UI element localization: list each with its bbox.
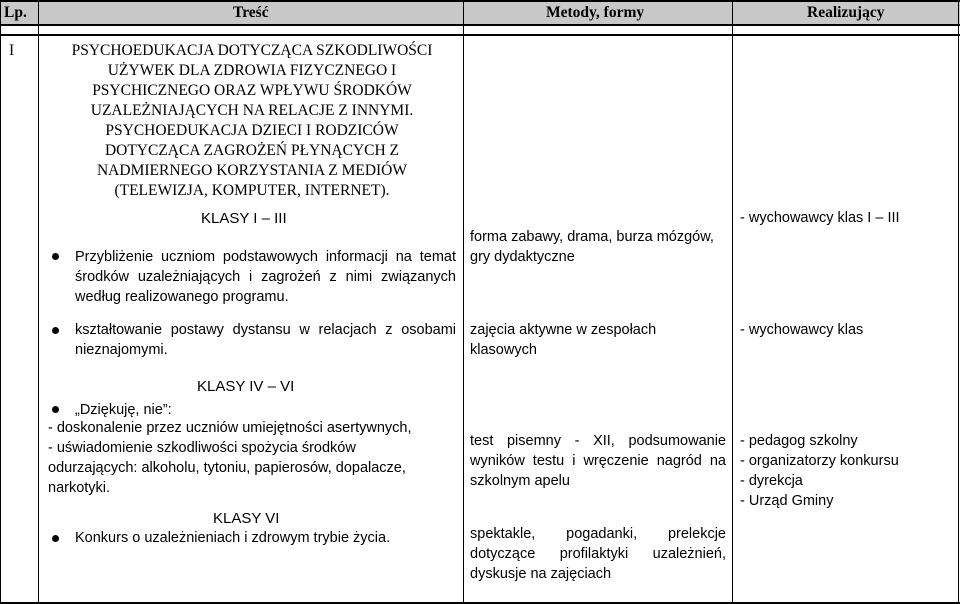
who-line: - organizatorzy konkursu [740, 453, 899, 469]
col-border-lp [38, 0, 39, 604]
col-border-tresc [463, 0, 464, 604]
bullet-icon [52, 327, 59, 334]
who-line: - Urząd Gminy [740, 493, 834, 509]
klasy-1-3-item1 [75, 247, 456, 307]
header-bottom-border [0, 24, 960, 26]
method-line: klasowych [470, 342, 537, 358]
item-line: kształtowanie postawy dystansu w relacjach z osobami [75, 322, 456, 338]
klasy-4-6-who [740, 431, 954, 511]
method-line: test pisemny - XII, podsumowanie [470, 433, 726, 449]
section-top-border [0, 34, 960, 36]
header-lp: Lp. [4, 4, 27, 21]
klasy-6-heading: KLASY VI [213, 510, 280, 527]
klasy-4-6-lines [48, 418, 458, 498]
klasy-1-3-item2 [75, 320, 456, 360]
method-line: wyników testu i wręczenie nagród na [470, 453, 726, 469]
item-line: odurzających: alkoholu, tytoniu, papierosów, dopalacze, [48, 460, 406, 476]
klasy-4-6-item1: „Dziękuję, nie”: [75, 402, 172, 418]
item-line: - uświadomienie szkodliwości spożycia środków [48, 440, 356, 456]
item-line: środków uzależniających i zagrożeń z nimi związanych [75, 269, 456, 285]
item-line: nieznajomymi. [75, 342, 168, 358]
item-line: - doskonalenie przez uczniów umiejętności asertywnych, [48, 420, 412, 436]
header-realizujacy: Realizujący [807, 4, 885, 21]
section-title-line: PSYCHICZNEGO ORAZ WPŁYWU ŚRODKÓW [92, 82, 412, 99]
section-title-line: DOTYCZĄCA ZAGROŻEŃ PŁYNĄCYCH Z [104, 142, 400, 159]
section-title-line: NADMIERNEGO KORZYSTANIA Z MEDIÓW [96, 162, 408, 179]
section-title-line: (TELEWIZJA, KOMPUTER, INTERNET). [114, 182, 390, 199]
klasy-4-6-heading: KLASY IV – VI [197, 378, 295, 395]
klasy-1-3-method2 [470, 320, 726, 360]
method-line: dyskusje na zajęciach [470, 566, 612, 582]
item-line: Przybliżenie uczniom podstawowych informacji na temat [75, 249, 456, 265]
method-line: forma zabawy, drama, burza mózgów, [470, 229, 714, 245]
method-line: spektakle, pogadanki, prelekcje [470, 526, 726, 542]
section-title-line: UŻYWEK DLA ZDROWIA FIZYCZNEGO I [107, 62, 397, 79]
who-line: - dyrekcja [740, 473, 803, 489]
section-title [44, 41, 460, 201]
col-border-metody [732, 0, 733, 604]
bullet-icon [52, 253, 59, 260]
bullet-icon [52, 406, 59, 413]
klasy-6-item: Konkurs o uzależnieniach i zdrowym trybie życia. [75, 530, 391, 546]
who-line: - pedagog szkolny [740, 433, 858, 449]
method-line: zajęcia aktywne w zespołach [470, 322, 657, 338]
klasy-1-3-who2: - wychowawcy klas [740, 322, 864, 338]
section-title-line: PSYCHOEDUKACJA DOTYCZĄCA SZKODLIWOŚCI [71, 42, 433, 59]
col-border-right [958, 0, 959, 604]
header-tresc: Treść [233, 4, 269, 21]
klasy-1-3-heading: KLASY I – III [201, 210, 287, 227]
table-top-border [0, 0, 960, 2]
section-title-line: PSYCHOEDUKACJA DZIECI I RODZICÓW [105, 122, 399, 139]
klasy-4-6-method2 [470, 524, 726, 584]
method-line: dotyczące profilaktyki uzależnień, [470, 546, 726, 562]
section-number: I [9, 42, 15, 59]
method-line: gry dydaktyczne [470, 249, 575, 265]
item-line: według realizowanego programu. [75, 289, 289, 305]
item-line: narkotyki. [48, 480, 111, 496]
col-border-left [0, 0, 1, 604]
klasy-1-3-who1: - wychowawcy klas I – III [740, 210, 900, 226]
klasy-1-3-method1 [470, 227, 726, 267]
header-metody: Metody, formy [546, 4, 645, 21]
bullet-icon [52, 535, 59, 542]
section-title-line: UZALEŻNIAJĄCYCH NA RELACJE Z INNYMI. [90, 102, 414, 119]
klasy-4-6-method1 [470, 431, 726, 491]
method-line: szkolnym apelu [470, 473, 570, 489]
